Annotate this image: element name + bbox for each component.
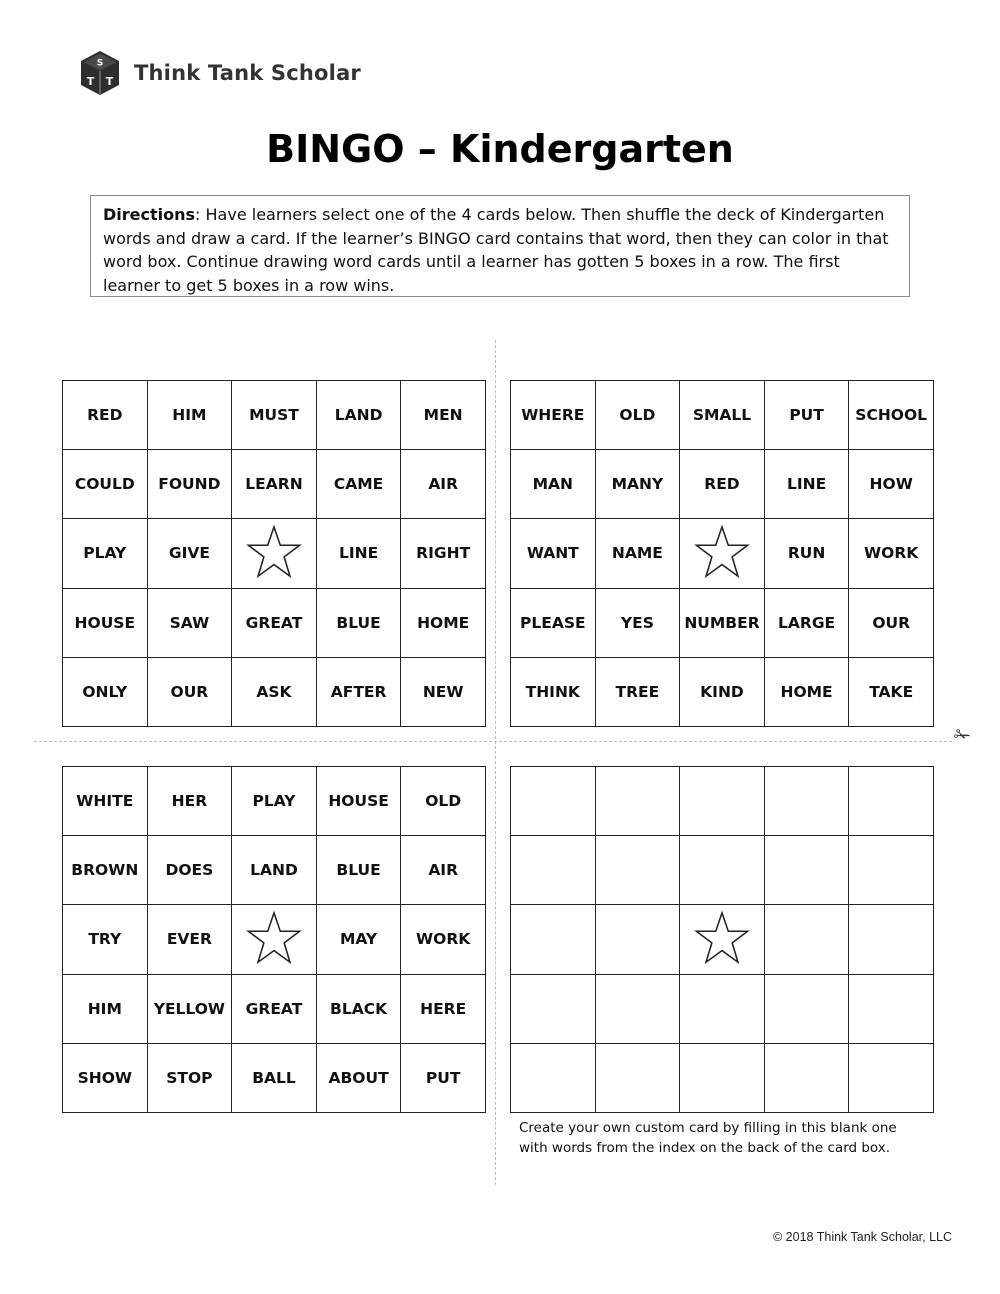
card-row — [511, 905, 934, 974]
logo-letter-left: T — [86, 75, 95, 88]
bingo-cell — [680, 767, 765, 836]
card-row — [511, 974, 934, 1043]
bingo-cell — [764, 836, 849, 905]
bingo-cell: CAME — [316, 450, 401, 519]
bingo-cell: AIR — [401, 836, 486, 905]
bingo-cell — [680, 1043, 765, 1112]
bingo-cell: GIVE — [147, 519, 232, 588]
bingo-cell: NEW — [401, 657, 486, 726]
bingo-cell: HOUSE — [316, 767, 401, 836]
card-row — [511, 657, 934, 726]
bingo-cell: BLUE — [316, 588, 401, 657]
bingo-cell: HERE — [401, 974, 486, 1043]
bingo-cell: OUR — [147, 657, 232, 726]
bingo-cell: COULD — [63, 450, 148, 519]
bingo-cell — [764, 905, 849, 974]
star-icon — [245, 910, 303, 968]
bingo-cell: WHITE — [63, 767, 148, 836]
card-row — [63, 767, 486, 836]
bingo-cell — [511, 1043, 596, 1112]
bingo-cell: HOW — [849, 450, 934, 519]
bingo-cell: PLAY — [63, 519, 148, 588]
card-row — [63, 588, 486, 657]
bingo-cell: OLD — [595, 381, 680, 450]
bingo-cell: RUN — [764, 519, 849, 588]
bingo-cell: PUT — [764, 381, 849, 450]
bingo-cell: YELLOW — [147, 974, 232, 1043]
card-row — [511, 519, 934, 588]
logo-letter-top: S — [96, 58, 104, 69]
page-title: BINGO – Kindergarten — [266, 127, 734, 171]
bingo-cell: OUR — [849, 588, 934, 657]
directions-box — [90, 195, 910, 297]
bingo-cell: EVER — [147, 905, 232, 974]
bingo-cell — [595, 905, 680, 974]
star-icon — [693, 910, 751, 968]
bingo-cell — [595, 1043, 680, 1112]
bingo-cell: TAKE — [849, 657, 934, 726]
bingo-cell: TREE — [595, 657, 680, 726]
vertical-cut-line — [495, 340, 496, 1185]
bingo-cell: LARGE — [764, 588, 849, 657]
bingo-cell — [595, 767, 680, 836]
bingo-cell: HOUSE — [63, 588, 148, 657]
bingo-cell: LINE — [764, 450, 849, 519]
free-space-cell — [680, 519, 765, 588]
bingo-cell: MAN — [511, 450, 596, 519]
bingo-cell: MUST — [232, 381, 317, 450]
directions-text: : Have learners select one of the 4 cards below. Then shuffle the deck of Kindergarten words and draw a card. If the learner’s BINGO card contains that word, then they can color in that word box. Continue drawing word cards until a learner has gotten 5 boxes in a row. The first learner to get 5 boxes in a row wins. — [103, 205, 889, 295]
bingo-cell: MANY — [595, 450, 680, 519]
bingo-cell: ONLY — [63, 657, 148, 726]
bingo-card-2 — [510, 380, 934, 727]
bingo-cell — [764, 1043, 849, 1112]
cube-logo-icon — [80, 50, 120, 96]
card-row — [63, 519, 486, 588]
bingo-cell — [511, 905, 596, 974]
bingo-cell: ABOUT — [316, 1043, 401, 1112]
bingo-cell: KIND — [680, 657, 765, 726]
bingo-cell: HIM — [147, 381, 232, 450]
card-row — [511, 588, 934, 657]
directions-label: Directions — [103, 205, 196, 224]
bingo-cell — [511, 974, 596, 1043]
bingo-cell: GREAT — [232, 588, 317, 657]
scissors-icon: ✁ — [954, 725, 971, 747]
bingo-cell: SAW — [147, 588, 232, 657]
bingo-cell: LINE — [316, 519, 401, 588]
bingo-cell — [680, 836, 765, 905]
custom-card-note: Create your own custom card by filling in this blank one with words from the index on the back of the card box. — [519, 1120, 897, 1156]
bingo-cell: HIM — [63, 974, 148, 1043]
star-icon — [693, 524, 751, 582]
bingo-cell: BLUE — [316, 836, 401, 905]
bingo-cell: RED — [63, 381, 148, 450]
brand-name: Think Tank Scholar — [134, 61, 361, 85]
horizontal-cut-line — [34, 741, 952, 742]
card-row — [63, 1043, 486, 1112]
bingo-cell: BLACK — [316, 974, 401, 1043]
bingo-cell: WANT — [511, 519, 596, 588]
copyright: © 2018 Think Tank Scholar, LLC — [773, 1230, 952, 1244]
logo-letter-right: T — [105, 75, 114, 88]
bingo-cell: DOES — [147, 836, 232, 905]
bingo-cell: ASK — [232, 657, 317, 726]
bingo-cell — [595, 836, 680, 905]
bingo-cell: WORK — [849, 519, 934, 588]
logo — [80, 50, 361, 96]
bingo-cell: LAND — [232, 836, 317, 905]
bingo-cell: RED — [680, 450, 765, 519]
card-row — [63, 657, 486, 726]
bingo-cell: AIR — [401, 450, 486, 519]
bingo-cell — [511, 836, 596, 905]
bingo-cell: WORK — [401, 905, 486, 974]
bingo-cell: PUT — [401, 1043, 486, 1112]
card-row — [511, 836, 934, 905]
bingo-cell: STOP — [147, 1043, 232, 1112]
card-row — [63, 974, 486, 1043]
bingo-cell: HER — [147, 767, 232, 836]
card-row — [511, 381, 934, 450]
bingo-cell: MAY — [316, 905, 401, 974]
bingo-cell: HOME — [401, 588, 486, 657]
bingo-cell: SMALL — [680, 381, 765, 450]
bingo-cell: MEN — [401, 381, 486, 450]
bingo-cell: LEARN — [232, 450, 317, 519]
bingo-cell — [764, 767, 849, 836]
free-space-cell — [232, 905, 317, 974]
card-row — [63, 450, 486, 519]
card-row — [511, 767, 934, 836]
bingo-cell — [511, 767, 596, 836]
card-row — [63, 381, 486, 450]
bingo-card-3 — [62, 766, 486, 1113]
bingo-cell — [764, 974, 849, 1043]
bingo-cell: BALL — [232, 1043, 317, 1112]
bingo-cell — [849, 1043, 934, 1112]
card-row — [63, 836, 486, 905]
bingo-cell — [680, 974, 765, 1043]
card-row — [63, 905, 486, 974]
bingo-cell: GREAT — [232, 974, 317, 1043]
bingo-cell: PLAY — [232, 767, 317, 836]
card-row — [511, 450, 934, 519]
bingo-cell: WHERE — [511, 381, 596, 450]
bingo-cell: SCHOOL — [849, 381, 934, 450]
bingo-cell: NAME — [595, 519, 680, 588]
bingo-cell — [849, 905, 934, 974]
star-icon — [245, 524, 303, 582]
bingo-cell: BROWN — [63, 836, 148, 905]
free-space-cell — [232, 519, 317, 588]
bingo-cell — [595, 974, 680, 1043]
bingo-cell: AFTER — [316, 657, 401, 726]
bingo-card-blank — [510, 766, 934, 1113]
bingo-cell: RIGHT — [401, 519, 486, 588]
bingo-cell: NUMBER — [680, 588, 765, 657]
card-row — [511, 1043, 934, 1112]
bingo-cell — [849, 836, 934, 905]
bingo-cell: FOUND — [147, 450, 232, 519]
bingo-cell: PLEASE — [511, 588, 596, 657]
free-space-cell — [680, 905, 765, 974]
bingo-cell — [849, 974, 934, 1043]
bingo-cell: LAND — [316, 381, 401, 450]
bingo-cell: OLD — [401, 767, 486, 836]
bingo-cell — [849, 767, 934, 836]
bingo-cell: THINK — [511, 657, 596, 726]
bingo-cell: TRY — [63, 905, 148, 974]
bingo-cell: SHOW — [63, 1043, 148, 1112]
bingo-cell: HOME — [764, 657, 849, 726]
bingo-cell: YES — [595, 588, 680, 657]
bingo-card-1 — [62, 380, 486, 727]
